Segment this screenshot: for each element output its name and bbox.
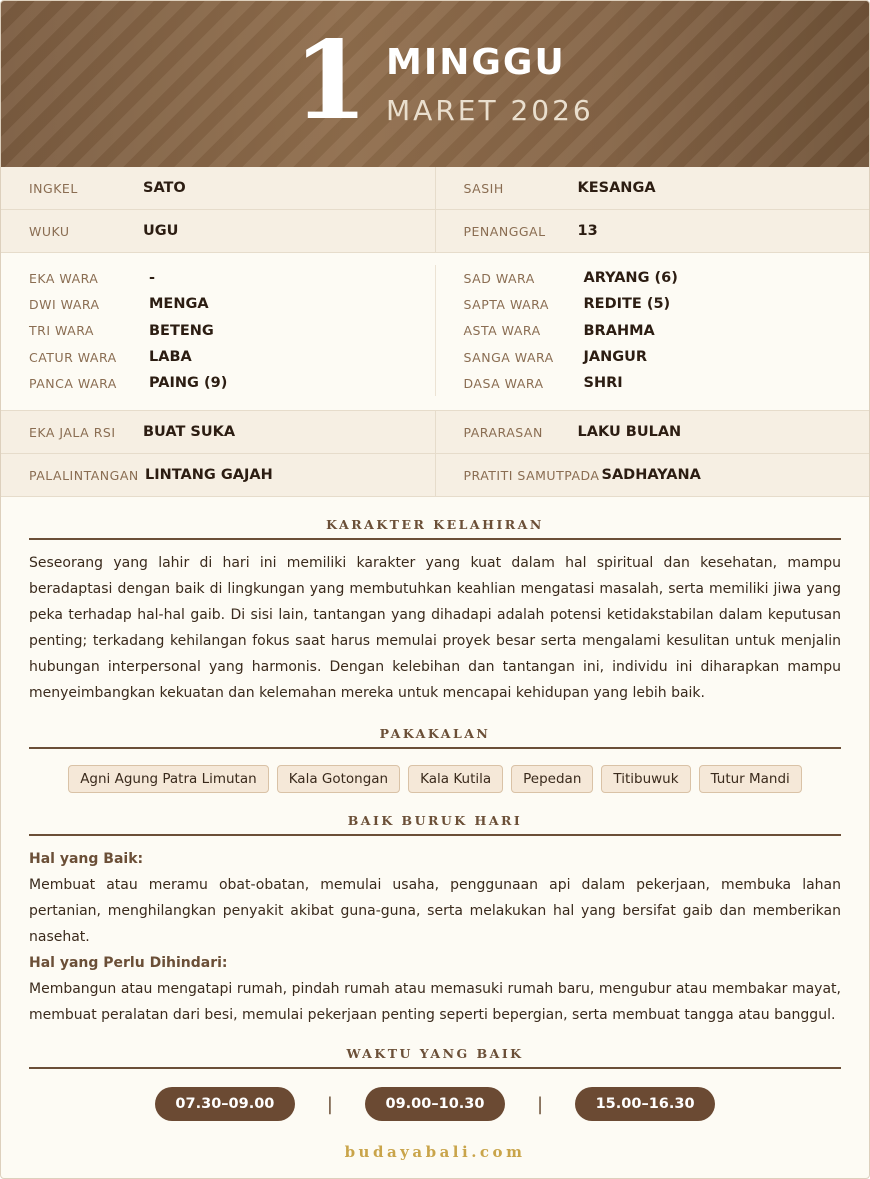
- time-slots: [1, 1087, 869, 1121]
- wara-value: LABA: [149, 349, 192, 366]
- time-slot-pill: 15.00–16.30: [575, 1087, 715, 1121]
- karakter-title: KARAKTER KELAHIRAN: [29, 517, 841, 540]
- time-separator: |: [537, 1093, 544, 1115]
- pratiti-samutpada-label: PRATITI SAMUTPADA: [463, 467, 600, 483]
- palalintangan-label: PALALINTANGAN: [29, 467, 139, 483]
- penanggal-value: 13: [577, 223, 598, 239]
- pararasan-cell: [435, 411, 870, 453]
- wara-value: MENGA: [149, 296, 209, 313]
- avoid-heading: Hal yang Perlu Dihindari:: [29, 955, 228, 972]
- wara-section: [1, 253, 869, 411]
- info-row-wuku: [1, 210, 869, 253]
- day-number: 1: [293, 18, 369, 144]
- ingkel-value: SATO: [143, 180, 186, 196]
- pakakalan-chip: Pepedan: [511, 765, 593, 793]
- wara-value: REDITE (5): [583, 296, 671, 313]
- eka-jala-rsi-value: BUAT SUKA: [143, 424, 236, 441]
- pakakalan-chip: Tutur Mandi: [699, 765, 802, 793]
- penanggal-cell: [435, 210, 870, 252]
- wara-item: [29, 265, 435, 291]
- site-footer: budayabali.com: [344, 1143, 526, 1162]
- time-slot-pill: 07.30–09.00: [155, 1087, 295, 1121]
- penanggal-label: PENANGGAL: [463, 223, 546, 239]
- wara-value: JANGUR: [583, 349, 648, 366]
- good-text: Membuat atau meramu obat-obatan, memulai usaha, penggunaan api dalam pekerjaan, membuka lahan pertanian, menghilangkan penyakit akibat guna-guna, serta melakukan hal yang bersifat gaib dan memberikan nasehat.: [29, 877, 841, 946]
- wara-item: [464, 370, 870, 396]
- info-row-palalintangan: [1, 454, 869, 497]
- palalintangan-value: LINTANG GAJAH: [145, 467, 273, 484]
- pakakalan-title: PAKAKALAN: [29, 726, 841, 749]
- pararasan-value: LAKU BULAN: [577, 424, 682, 441]
- wara-left-column: [1, 265, 435, 396]
- wuku-value: UGU: [143, 223, 179, 239]
- wara-label: EKA WARA: [29, 270, 99, 286]
- wuku-label: WUKU: [29, 223, 70, 239]
- time-slot-pill: 09.00–10.30: [365, 1087, 505, 1121]
- wara-label: PANCA WARA: [29, 375, 117, 391]
- sasih-cell: [435, 167, 870, 209]
- baik-buruk-title: BAIK BURUK HARI: [29, 813, 841, 836]
- wara-label: DASA WARA: [463, 375, 544, 391]
- wara-value: BETENG: [149, 322, 214, 339]
- wara-item: [29, 318, 435, 344]
- wara-label: TRI WARA: [29, 323, 94, 339]
- pakakalan-chip: Kala Kutila: [408, 765, 503, 793]
- sasih-value: KESANGA: [577, 180, 656, 196]
- wara-label: SAPTA WARA: [463, 296, 549, 312]
- info-row-ingkel: [1, 167, 869, 210]
- pakakalan-chip: Agni Agung Patra Limutan: [68, 765, 269, 793]
- wara-value: PAING (9): [149, 375, 228, 392]
- karakter-text: Seseorang yang lahir di hari ini memiliki karakter yang kuat dalam hal spiritual dan kesehatan, mampu beradaptasi dengan baik di lingkungan yang membutuhkan keahlian mengatasi masalah, serta memiliki jiwa yang peka terhadap hal-hal gaib. Di sisi lain, tantangan yang dihadapi adalah potensi ketidakstabilan dalam keputusan penting; terkadang kehilangan fokus saat harus memulai proyek besar serta mengalami kesulitan untuk menjalin hubungan interpersonal yang harmonis. Dengan kelebihan dan tantangan ini, individu ini diharapkan mampu menyeimbangkan kekuatan dan kelemahan mereka untuk mencapai kehidupan yang lebih baik.: [29, 555, 841, 702]
- time-separator: |: [326, 1093, 333, 1115]
- wara-label: SANGA WARA: [463, 349, 554, 365]
- eka-jala-rsi-cell: [1, 411, 435, 453]
- pakakalan-chip: Kala Gotongan: [277, 765, 400, 793]
- ingkel-label: INGKEL: [29, 180, 78, 196]
- wara-label: ASTA WARA: [463, 323, 541, 339]
- wara-item: [464, 318, 870, 344]
- wara-item: [29, 291, 435, 317]
- good-heading: Hal yang Baik:: [29, 851, 144, 868]
- wara-item: [29, 344, 435, 370]
- wuku-cell: [1, 210, 435, 252]
- palalintangan-cell: [1, 454, 435, 496]
- pararasan-label: PARARASAN: [463, 424, 543, 440]
- pratiti-samutpada-value: SADHAYANA: [601, 467, 701, 484]
- sasih-label: SASIH: [463, 180, 504, 196]
- info-row-eka-jala-rsi: [1, 411, 869, 454]
- waktu-title: WAKTU YANG BAIK: [29, 1046, 841, 1069]
- wara-right-column: [435, 265, 870, 396]
- wara-item: [29, 370, 435, 396]
- wara-value: ARYANG (6): [583, 270, 678, 287]
- avoid-text: Membangun atau mengatapi rumah, pindah rumah atau memasuki rumah baru, mengubur atau membakar mayat, membuat peralatan dari besi, memulai pekerjaan penting seperti bepergian, serta membuat tangga atau banggul.: [29, 981, 841, 1024]
- wara-value: SHRI: [583, 375, 623, 392]
- wara-item: [464, 265, 870, 291]
- date-header: [1, 1, 869, 167]
- wara-value: BRAHMA: [583, 322, 655, 339]
- pakakalan-list: [1, 765, 869, 793]
- wara-label: SAD WARA: [463, 270, 535, 286]
- pratiti-samutpada-cell: [435, 454, 870, 496]
- wara-item: [464, 344, 870, 370]
- wara-label: CATUR WARA: [29, 349, 117, 365]
- wara-item: [464, 291, 870, 317]
- wara-label: DWI WARA: [29, 296, 100, 312]
- wara-value: -: [149, 270, 156, 287]
- day-name: MINGGU: [386, 42, 566, 83]
- month-year: MARET 2026: [386, 94, 594, 127]
- ingkel-cell: [1, 167, 435, 209]
- pakakalan-chip: Titibuwuk: [601, 765, 690, 793]
- eka-jala-rsi-label: EKA JALA RSI: [29, 424, 116, 440]
